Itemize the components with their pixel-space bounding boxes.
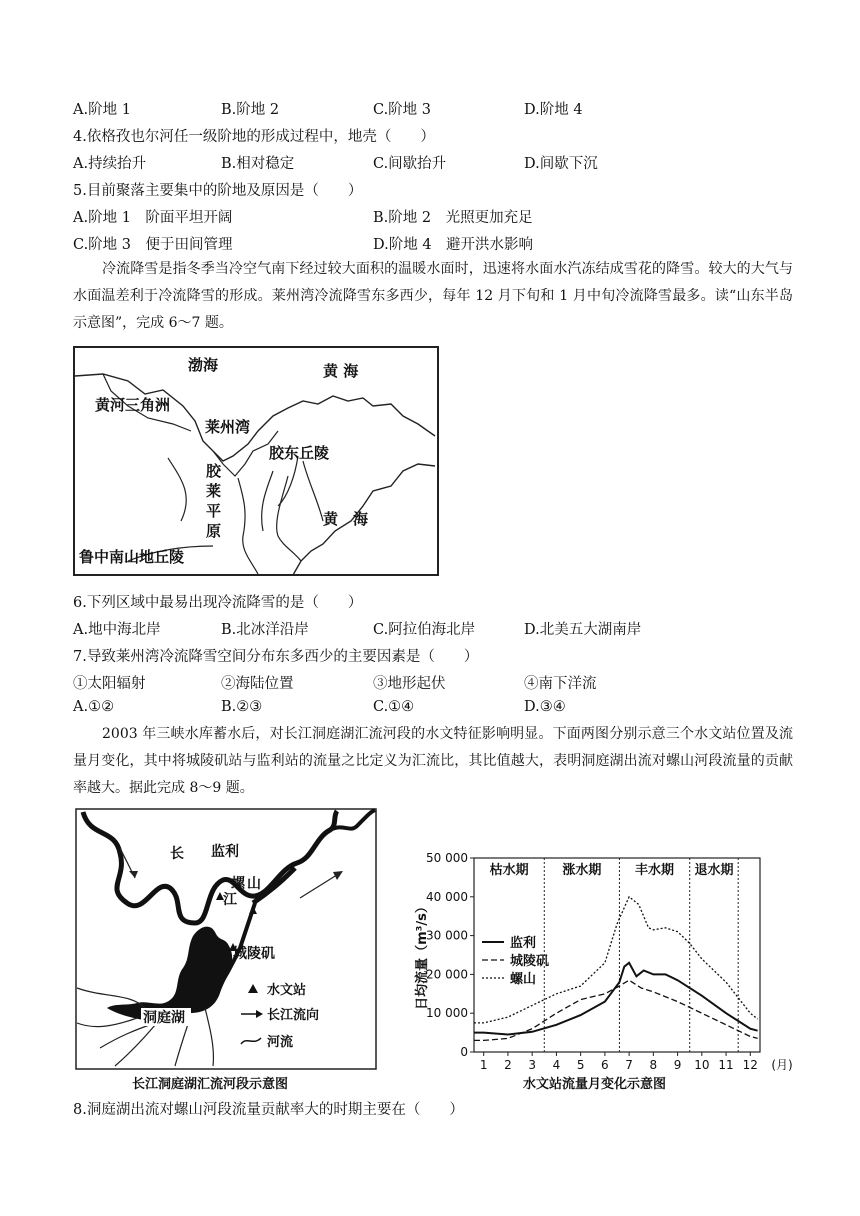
- x-tick-label: 11: [718, 1058, 734, 1072]
- x-tick-label: 8: [649, 1058, 658, 1072]
- legend-river: 河流: [267, 1035, 294, 1050]
- q3-option-c: C.阶地 3: [373, 102, 432, 118]
- passage-cold-snow: 冷流降雪是指冬季当冷空气南下经过较大面积的温暖水面时，迅速将水面水汽冻结成雪花的降雪。较大的大气与水面温差利于冷流降雪的形成。莱州湾冷流降雪东多西少，每年 12 月下旬和 1 月中旬冷流降雪最多。读“山东半岛示意图”，完成 6～7 题。: [73, 261, 793, 331]
- x-tick-label: 2: [504, 1058, 512, 1072]
- q7-option-d: D.③④: [524, 699, 566, 715]
- q5-option-c: C.阶地 3 便于田间管理: [73, 237, 233, 253]
- period-label: 涨水期: [562, 863, 602, 878]
- y-tick-label: 30 000: [426, 928, 468, 943]
- q5-option-d: D.阶地 4 避开洪水影响: [373, 237, 534, 253]
- label-shan: 山: [247, 876, 261, 892]
- q3-option-d: D.阶地 4: [524, 102, 583, 118]
- q5-stem: 5.目前聚落主要集中的阶地及原因是（ ）: [73, 183, 363, 199]
- dongting-confluence-map: [75, 808, 377, 1070]
- x-tick-label: 6: [601, 1058, 609, 1072]
- q7-stem: 7.导致莱州湾冷流降雪空间分布东多西少的主要因素是（ ）: [73, 649, 479, 665]
- q7-factor-4: ④南下洋流: [524, 676, 597, 692]
- label-huanghai-top: 黄 海: [323, 362, 359, 380]
- label-chang: 长: [170, 846, 184, 862]
- q5-options-row1: [73, 206, 793, 228]
- passage-dongting: 2003 年三峡水库蓄水后，对长江洞庭湖汇流河段的水文特征影响明显。下面两图分别示意三个水文站位置及流量月变化，其中将城陵矶站与监利站的流量之比定义为汇流比，其比值越大，表明洞庭湖出流对螺山河段流量的贡献率越大。据此完成 8～9 题。: [73, 726, 793, 796]
- x-tick-label: 3: [528, 1058, 536, 1072]
- y-tick-label: 10 000: [426, 1006, 468, 1021]
- q6-option-a: A.地中海北岸: [73, 622, 161, 638]
- label-chenglingji: 城陵矶: [233, 946, 275, 962]
- q7-option-c: C.①④: [373, 699, 415, 715]
- legend-flow: 长江流向: [267, 1008, 320, 1023]
- label-laizhou-bay: 莱州湾: [205, 418, 251, 436]
- q4-option-c: C.间歇抬升: [373, 156, 447, 172]
- q4-options: [73, 152, 793, 174]
- q7-factor-1: ①太阳辐射: [73, 676, 146, 692]
- period-label: 丰水期: [635, 863, 675, 878]
- label-yellow-river-delta: 黄河三角洲: [95, 396, 171, 414]
- y-tick-label: 0: [460, 1045, 468, 1059]
- label-jiaolai-4: 原: [206, 522, 222, 540]
- label-huanghai-bottom: 黄 海: [323, 510, 369, 528]
- label-jianli: 监利: [211, 844, 239, 860]
- series-line: [474, 980, 758, 1040]
- q3-options: [73, 98, 793, 120]
- q7-factor-2: ②海陆位置: [221, 676, 294, 692]
- label-jiaolai-2: 莱: [206, 482, 222, 500]
- x-tick-label: 5: [576, 1058, 585, 1072]
- x-tick-label: 12: [742, 1058, 758, 1072]
- q6-option-b: B.北冰洋沿岸: [221, 622, 309, 638]
- q6-option-d: D.北美五大湖南岸: [524, 622, 642, 638]
- label-jiang: 江: [223, 892, 237, 908]
- label-dongtinghu: 洞庭湖: [143, 1010, 185, 1026]
- q4-option-b: B.相对稳定: [221, 156, 295, 172]
- q5-option-b: B.阶地 2 光照更加充足: [373, 210, 533, 226]
- legend-label: 螺山: [510, 972, 537, 987]
- label-jiaodong-hills: 胶东丘陵: [269, 444, 330, 462]
- legend-label: 城陵矶: [510, 954, 550, 969]
- q5-options-row2: [73, 233, 793, 255]
- q3-option-b: B.阶地 2: [221, 102, 280, 118]
- label-bohai: 渤海: [188, 356, 219, 374]
- q7-option-a: A.①②: [73, 699, 115, 715]
- x-tick-label: 4: [552, 1058, 561, 1072]
- q4-option-d: D.间歇下沉: [524, 156, 598, 172]
- x-tick-label: 7: [625, 1058, 633, 1072]
- q7-factors: [73, 672, 793, 694]
- q8-stem: 8.洞庭湖出流对螺山河段流量贡献率大的时期主要在（ ）: [73, 1102, 464, 1118]
- period-label: 枯水期: [489, 863, 529, 878]
- y-axis-label: 日均流量（m³/s）: [415, 900, 430, 1010]
- x-tick-label: 9: [673, 1058, 682, 1072]
- q4-option-a: A.持续抬升: [73, 156, 147, 172]
- chart-caption: 水文站流量月变化示意图: [523, 1077, 667, 1092]
- x-tick-label: 10: [694, 1058, 710, 1072]
- y-tick-label: 40 000: [426, 889, 468, 904]
- map2-caption: 长江洞庭湖汇流河段示意图: [132, 1077, 289, 1092]
- q6-options: [73, 618, 793, 640]
- label-luo: 螺: [231, 876, 245, 892]
- q6-stem: 6.下列区域中最易出现冷流降雪的是（ ）: [73, 595, 363, 611]
- shandong-peninsula-map: [73, 346, 439, 576]
- period-label: 退水期: [694, 863, 734, 878]
- q5-option-a: A.阶地 1 阶面平坦开阔: [73, 210, 233, 226]
- legend-station: 水文站: [267, 983, 307, 998]
- q7-option-b: B.②③: [221, 699, 263, 715]
- y-tick-label: 50 000: [426, 851, 468, 865]
- x-unit-label: (月): [771, 1058, 793, 1072]
- label-jiaolai-1: 胶: [206, 462, 222, 480]
- label-luzhong: 鲁中南山地丘陵: [79, 548, 185, 566]
- x-tick-label: 1: [479, 1058, 488, 1072]
- y-tick-label: 20 000: [426, 967, 468, 982]
- q7-options: [73, 699, 793, 721]
- q4-stem: 4.依格孜也尔河任一级阶地的形成过程中，地壳（ ）: [73, 129, 435, 145]
- q3-option-a: A.阶地 1: [73, 102, 131, 118]
- label-jiaolai-3: 平: [206, 502, 222, 520]
- legend-label: 监利: [510, 936, 537, 951]
- flow-chart: [410, 846, 800, 1078]
- q7-factor-3: ③地形起伏: [373, 676, 446, 692]
- q6-option-c: C.阿拉伯海北岸: [373, 622, 476, 638]
